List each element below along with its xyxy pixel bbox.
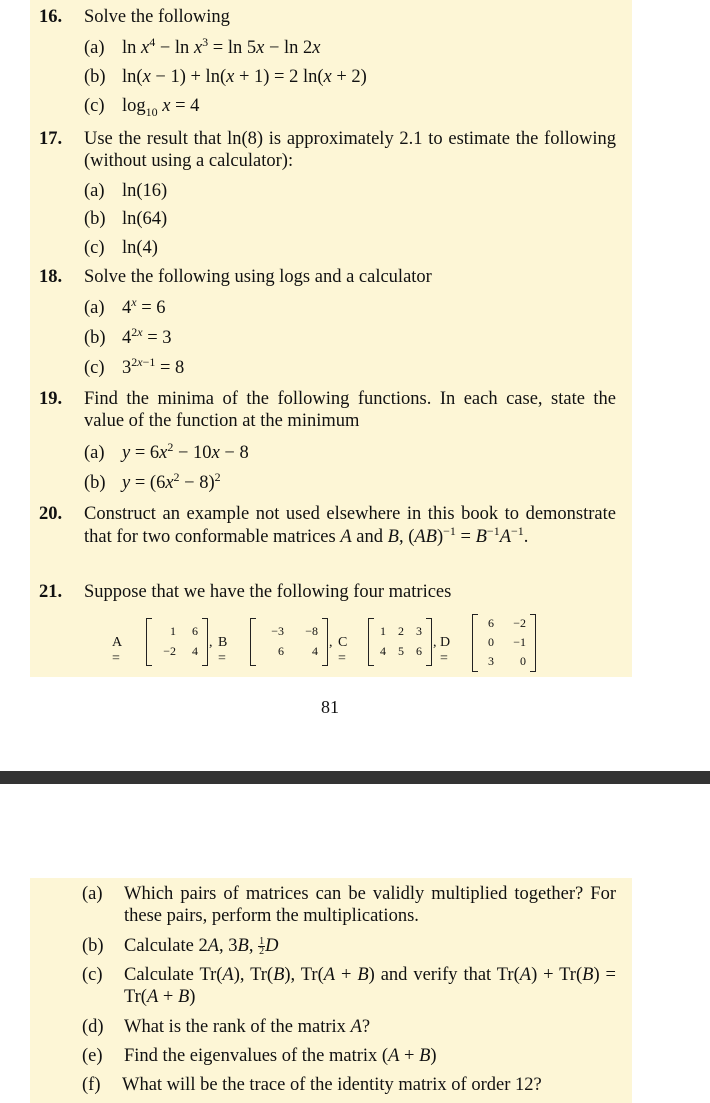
- matrix-a-label: A =: [112, 635, 122, 666]
- matrix-b-cell: −8: [305, 624, 318, 638]
- question-21-number: 21.: [39, 582, 63, 602]
- page-number: 81: [321, 697, 339, 717]
- matrix-c-suffix: ,: [433, 635, 437, 650]
- question-18a-equation: $4^x = 6$: [122, 295, 166, 318]
- matrix-c-cell: 5: [398, 644, 404, 658]
- matrix-b-right-bracket: [322, 618, 328, 666]
- question-18b-label: (b): [84, 328, 106, 348]
- question-21a-text: Which pairs of matrices can be validly multiplied together? For these pairs, perform the multiplications.: [124, 884, 616, 926]
- matrix-c-cell: 4: [380, 644, 386, 658]
- matrix-c-label: C =: [338, 635, 348, 666]
- matrix-b-left-bracket: [250, 618, 256, 666]
- question-17-stem: Use the result that ln(8) is approximately 2.1 to estimate the following (without using a calculator):: [84, 129, 616, 171]
- question-16b-equation: ln(x − 1) + ln(x + 1) = 2 ln(x + 2): [122, 67, 367, 87]
- question-18c-equation: $3^{2x-1} = 8$: [122, 355, 185, 378]
- question-21f-label: (f): [82, 1075, 101, 1095]
- question-16-stem: Solve the following: [84, 7, 230, 27]
- question-21a-label: (a): [82, 884, 103, 904]
- question-16a-equation: $\ln x^4 - \ln x^3 = \ln 5x - \ln 2x$: [122, 35, 321, 58]
- matrix-d-cell: 0: [520, 654, 526, 668]
- matrix-a-cell: −2: [163, 644, 176, 658]
- question-19b-label: (b): [84, 473, 106, 493]
- matrix-b-label: B =: [218, 635, 228, 666]
- matrix-b-cell: −3: [271, 624, 284, 638]
- question-19b-equation: $y = (6x^2 - 8)^2$: [122, 470, 221, 493]
- matrix-d-right-bracket: [530, 614, 536, 672]
- question-17b-text: ln(64): [122, 209, 168, 229]
- question-16c-equation: $\log_{10} x = 4$: [122, 96, 200, 119]
- matrix-a-cell: 1: [170, 624, 176, 638]
- question-21f-text: What will be the trace of the identity matrix of order 12?: [122, 1075, 542, 1095]
- question-18-number: 18.: [39, 267, 63, 287]
- matrix-d-label: D =: [440, 635, 451, 666]
- question-17a-label: (a): [84, 181, 105, 201]
- question-21c-text: Calculate Tr(A), Tr(B), Tr(A + B) and verify that Tr(A) + Tr(B) = Tr(A + B): [124, 965, 616, 1007]
- question-17a-text: ln(16): [122, 181, 168, 201]
- question-18c-label: (c): [84, 358, 105, 378]
- matrix-d-cell: −1: [513, 635, 526, 649]
- question-18a-label: (a): [84, 298, 105, 318]
- question-17-number: 17.: [39, 129, 63, 149]
- question-19a-label: (a): [84, 443, 105, 463]
- matrix-a-left-bracket: [146, 618, 152, 666]
- question-21e-label: (e): [82, 1046, 103, 1066]
- matrix-b-cell: 4: [312, 644, 318, 658]
- matrix-d-cell: 6: [488, 616, 494, 630]
- matrix-c-right-bracket: [426, 618, 432, 666]
- question-17c-label: (c): [84, 238, 105, 258]
- matrix-d-cell: 0: [488, 635, 494, 649]
- question-21-stem: Suppose that we have the following four matrices: [84, 582, 452, 602]
- matrix-a-cell: 4: [192, 644, 198, 658]
- question-17b-label: (b): [84, 209, 106, 229]
- question-19a-equation: $y = 6x^2 - 10x - 8$: [122, 440, 249, 463]
- question-21e-text: Find the eigenvalues of the matrix (A + B): [124, 1046, 437, 1066]
- question-16c-label: (c): [84, 96, 105, 116]
- question-21d-label: (d): [82, 1017, 104, 1037]
- question-18-stem: Solve the following using logs and a calculator: [84, 267, 432, 287]
- question-21d-text: What is the rank of the matrix A?: [124, 1017, 371, 1037]
- question-21b-label: (b): [82, 936, 104, 956]
- question-21c-label: (c): [82, 965, 103, 985]
- matrix-a-cell: 6: [192, 624, 198, 638]
- matrix-c-cell: 6: [416, 644, 422, 658]
- matrix-c-cell: 2: [398, 624, 404, 638]
- question-20-stem: Construct an example not used elsewhere in this book to demonstrate that for two conformable matrices A and B, $(AB)^{-1} = B^{-1}A^{-1}$.: [84, 504, 616, 547]
- question-16a-label: (a): [84, 38, 105, 58]
- matrix-d-cell: 3: [488, 654, 494, 668]
- question-19-number: 19.: [39, 389, 63, 409]
- question-18b-equation: $4^{2x} = 3$: [122, 325, 172, 348]
- matrix-a-right-bracket: [202, 618, 208, 666]
- matrix-d-cell: −2: [513, 616, 526, 630]
- question-16-number: 16.: [39, 7, 63, 27]
- question-21b-text: Calculate 2A, 3B, $\frac{1}{2}$ D: [124, 936, 279, 958]
- matrix-b-suffix: ,: [329, 635, 333, 650]
- question-20-number: 20.: [39, 504, 63, 524]
- matrix-b-cell: 6: [278, 644, 284, 658]
- page-divider: [0, 771, 710, 784]
- question-16b-label: (b): [84, 67, 106, 87]
- matrix-c-cell: 1: [380, 624, 386, 638]
- matrix-a-suffix: ,: [209, 635, 213, 650]
- question-19-stem: Find the minima of the following functions. In each case, state the value of the function at the minimum: [84, 389, 616, 431]
- matrix-c-cell: 3: [416, 624, 422, 638]
- highlight-upper: [30, 0, 632, 677]
- question-17c-text: ln(4): [122, 238, 158, 258]
